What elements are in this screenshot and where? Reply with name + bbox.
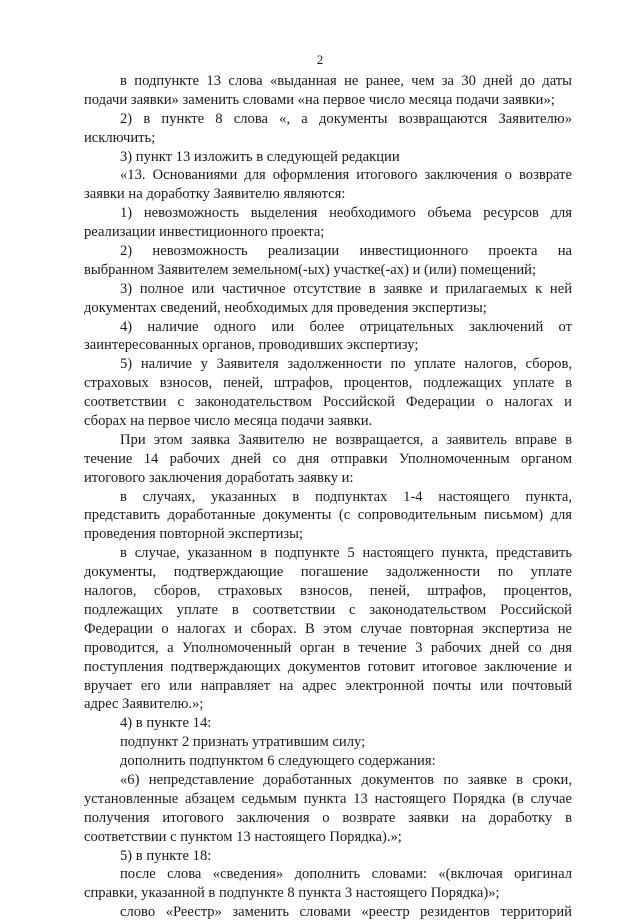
text-line: после слова «сведения» дополнить словами: «(включая оригинал (120, 866, 572, 883)
text-line: заявки на доработку Заявителю являются: (84, 186, 346, 203)
text-line: вручает его или направляет на адрес электронной почты или почтовый (84, 677, 572, 694)
text-line: страховых взносов, пеней, штрафов, процентов, подлежащих уплате в (84, 375, 572, 392)
text-line: реализации инвестиционного проекта; (84, 224, 325, 241)
text-line: проведения повторной экспертизы; (84, 526, 304, 543)
text-line: 2) невозможность реализации инвестиционного проекта на (120, 243, 572, 260)
text-line: 2) в пункте 8 слова «, а документы возвращаются Заявителю» (120, 110, 572, 127)
text-line: в случае, указанном в подпункте 5 настоящего пункта, представить (120, 545, 572, 562)
text-line: заинтересованных органов, проводивших экспертизу; (84, 337, 419, 354)
text-line: «6) непредставление доработанных документов по заявке в сроки, (120, 771, 572, 788)
text-line: сборах на первое число месяца подачи заявки. (84, 413, 373, 430)
text-line: соответствии с пунктом 13 настоящего Порядка).»; (84, 828, 402, 845)
text-line: подпункт 2 признать утратившим силу; (120, 734, 366, 751)
page-number: 2 (316, 52, 324, 67)
text-line: 4) наличие одного или более отрицательных заключений от (120, 318, 572, 335)
text-line: При этом заявка Заявителю не возвращается, а заявитель вправе в (120, 431, 572, 448)
text-line: документах сведений, необходимых для проведения экспертизы; (84, 299, 487, 316)
text-line: Федерации о налогах и сборах. В этом случае повторная экспертиза не (84, 620, 572, 637)
text-line: 5) в пункте 18: (120, 847, 212, 864)
document-body (84, 72, 572, 922)
text-line: соответствии с законодательством Российской Федерации о налогах и (84, 394, 572, 411)
text-line: налогов, сборов, страховых взносов, пеней, штрафов, процентов, (84, 583, 572, 600)
text-line: 1) невозможность выделения необходимого объема ресурсов для (120, 205, 572, 222)
text-line: подлежащих уплате в соответствии с законодательством Российской (84, 601, 572, 618)
text-line: дополнить подпунктом 6 следующего содержания: (120, 753, 436, 770)
text-line: проводится, а Уполномоченный орган в течение 3 рабочих дней со дня (84, 639, 572, 656)
text-line: течение 14 рабочих дней со дня отправки Уполномоченным органом (84, 450, 572, 467)
text-line: 3) полное или частичное отсутствие в заявке и прилагаемых к ней (120, 280, 572, 297)
text-line: 5) наличие у Заявителя задолженности по уплате налогов, сборов, (120, 356, 572, 373)
text-line: установленные абзацем седьмым пункта 13 настоящего Порядка (в случае (84, 790, 572, 807)
text-line: представить доработанные документы (с сопроводительным письмом) для (84, 507, 572, 524)
text-line: поступления подтверждающих документов готовит итоговое заключение и (84, 658, 572, 675)
text-line: справки, указанной в подпункте 8 пункта 3 настоящего Порядка)»; (84, 885, 500, 902)
text-line: подачи заявки» заменить словами «на первое число месяца подачи заявки»; (84, 91, 555, 108)
text-line: слово «Реестр» заменить словами «реестр резидентов территорий (120, 904, 572, 921)
text-line: исключить; (84, 129, 156, 146)
text-line: «13. Основаниями для оформления итогового заключения о возврате (120, 167, 572, 184)
text-line: в случаях, указанных в подпунктах 1-4 настоящего пункта, (120, 488, 572, 505)
text-line: в подпункте 13 слова «выданная не ранее, чем за 30 дней до даты (120, 73, 572, 89)
text-line: документы, подтверждающие погашение задолженности по уплате (84, 564, 572, 581)
text-line: получения итогового заключения о возврате заявки на доработку в (84, 809, 572, 826)
text-line: выбранном Заявителем земельном(-ых) участке(-ах) и (или) помещений; (84, 261, 537, 278)
text-line: 3) пункт 13 изложить в следующей редакции (120, 148, 400, 165)
text-line: адрес Заявителю.»; (84, 696, 204, 713)
text-line: итогового заключения доработать заявку и: (84, 469, 354, 486)
text-line: 4) в пункте 14: (120, 715, 212, 732)
